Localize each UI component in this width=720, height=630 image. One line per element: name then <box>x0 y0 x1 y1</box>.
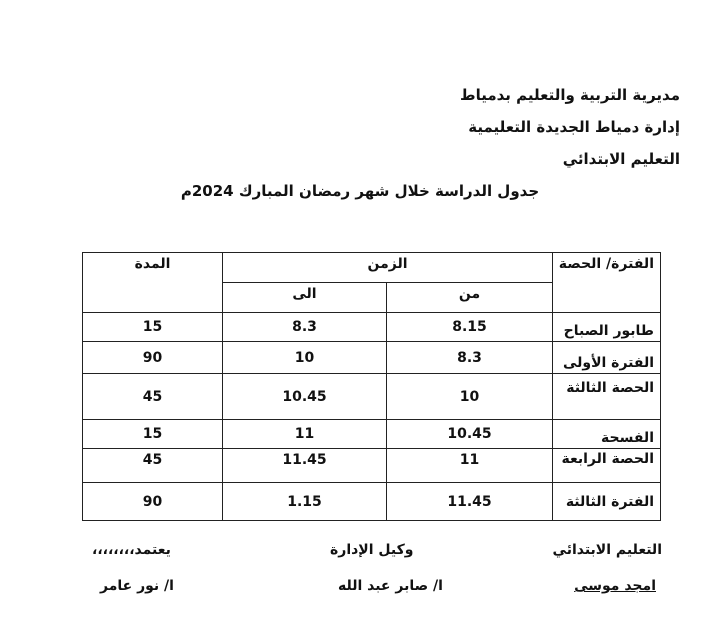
header-duration: المدة <box>83 253 223 313</box>
row-to: 10 <box>223 342 387 374</box>
row-period: طابور الصباح <box>553 313 661 342</box>
row-duration: 90 <box>83 342 223 374</box>
deputy-name: ا/ صابر عبد الله <box>338 578 443 594</box>
row-to: 11 <box>223 420 387 449</box>
row-from: 8.3 <box>387 342 553 374</box>
row-from: 11.45 <box>387 483 553 521</box>
row-period: الحصة الثالثة <box>553 374 661 420</box>
row-from: 8.15 <box>387 313 553 342</box>
row-from: 10 <box>387 374 553 420</box>
schedule-table <box>82 252 661 521</box>
row-from: 11 <box>387 449 553 483</box>
row-to: 1.15 <box>223 483 387 521</box>
row-period: الفترة الأولى <box>553 342 661 374</box>
row-to: 10.45 <box>223 374 387 420</box>
row-to: 11.45 <box>223 449 387 483</box>
table-header-row <box>83 253 661 283</box>
primary-education-title: التعليم الابتدائي <box>552 542 662 558</box>
row-from: 10.45 <box>387 420 553 449</box>
approval-title: يعتمد،،،،،،،، <box>92 542 171 558</box>
row-duration: 45 <box>83 449 223 483</box>
row-period: الفترة الثالثة <box>553 483 661 521</box>
table-row <box>83 449 661 483</box>
row-period: الحصة الرابعة <box>553 449 661 483</box>
header-period: الفترة/ الحصة <box>553 253 661 313</box>
table-row <box>83 313 661 342</box>
header-from: من <box>387 283 553 313</box>
table-row <box>83 420 661 449</box>
table-row <box>83 483 661 521</box>
schedule-title: جدول الدراسة خلال شهر رمضان المبارك 2024م <box>180 182 540 200</box>
row-duration: 15 <box>83 313 223 342</box>
header-time: الزمن <box>223 253 553 283</box>
stage-line: التعليم الابتدائي <box>562 150 680 168</box>
table-row <box>83 342 661 374</box>
administration-line: إدارة دمياط الجديدة التعليمية <box>468 118 680 136</box>
deputy-title: وكيل الإدارة <box>330 542 414 558</box>
row-period: الفسحة <box>553 420 661 449</box>
row-duration: 15 <box>83 420 223 449</box>
table-row <box>83 374 661 420</box>
primary-education-name: امجد موسى <box>574 578 656 594</box>
row-duration: 45 <box>83 374 223 420</box>
approval-name: ا/ نور عامر <box>100 578 174 594</box>
header-to: الى <box>223 283 387 313</box>
row-to: 8.3 <box>223 313 387 342</box>
directorate-line: مديرية التربية والتعليم بدمياط <box>459 86 680 104</box>
row-duration: 90 <box>83 483 223 521</box>
